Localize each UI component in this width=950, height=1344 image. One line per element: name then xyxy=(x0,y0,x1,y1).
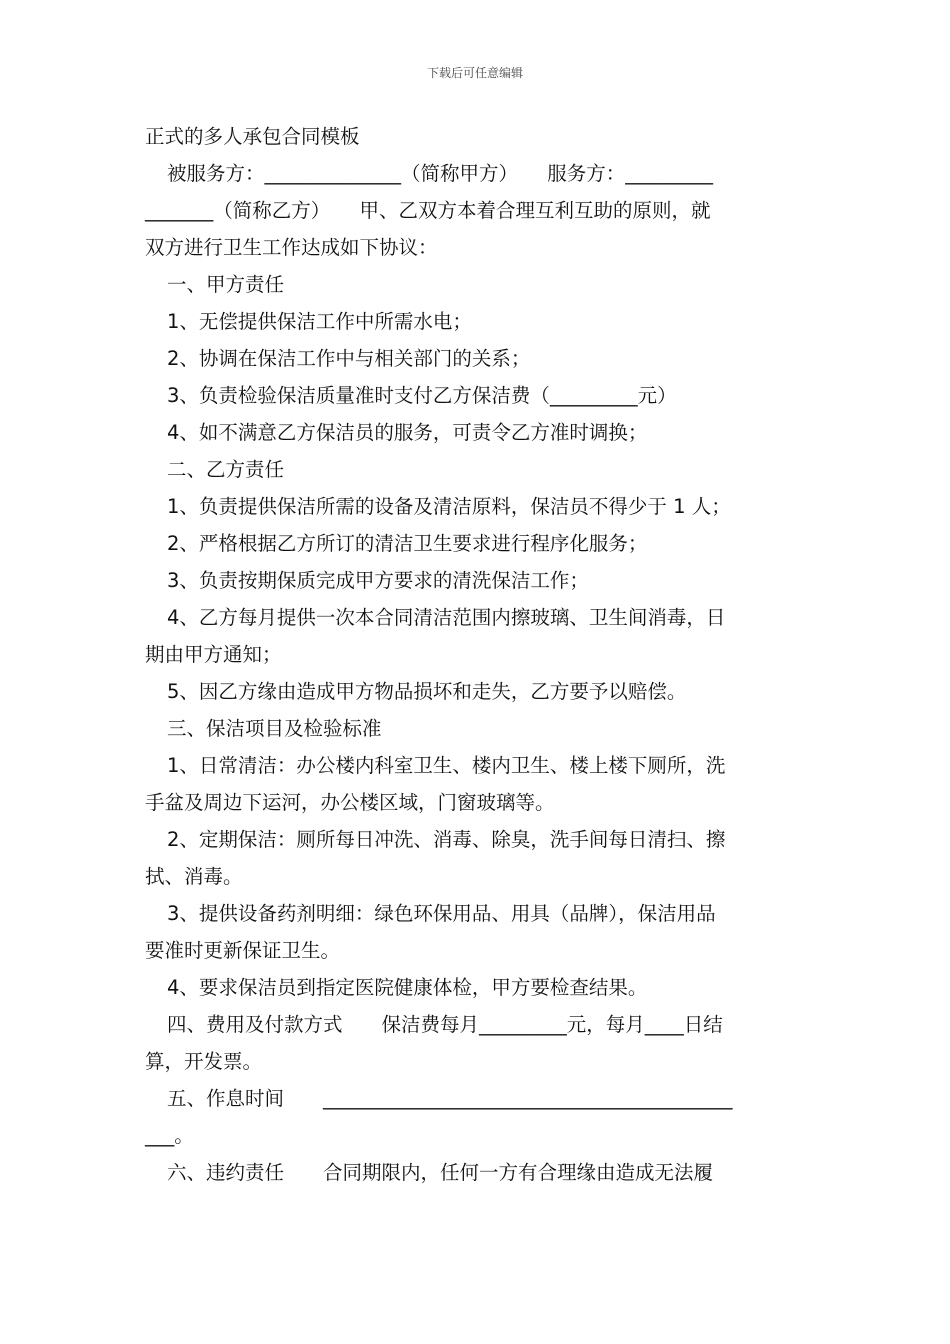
text-line: 双方进行卫生工作达成如下协议： xyxy=(145,236,438,259)
text-line: 被服务方：______________（简称甲方） 服务方：_________ xyxy=(167,162,714,185)
text-line: 要准时更新保证卫生。 xyxy=(145,939,341,962)
text-line: 一、甲方责任 xyxy=(167,273,285,296)
text-line: 六、违约责任 合同期限内，任何一方有合理缘由造成无法履 xyxy=(167,1161,714,1184)
text-line: 3、负责检验保洁质量准时支付乙方保洁费（_________元） xyxy=(167,384,677,407)
text-line: 二、乙方责任 xyxy=(167,458,285,481)
text-line: 五、作息时间 __________________________________________ xyxy=(167,1087,733,1110)
text-line: 4、如不满意乙方保洁员的服务，可责令乙方准时调换； xyxy=(167,421,648,444)
text-line: 1、负责提供保洁所需的设备及清洁原料，保洁员不得少于 1 人； xyxy=(167,495,731,518)
text-line: 2、定期保洁：厕所每日冲洗、消毒、除臭，洗手间每日清扫、擦 xyxy=(167,828,726,851)
text-line: _______（简称乙方） 甲、乙双方本着合理互利互助的原则，就 xyxy=(145,199,711,222)
text-line: 1、日常清洁：办公楼内科室卫生、楼内卫生、楼上楼下厕所，洗 xyxy=(167,754,726,777)
text-line: 四、费用及付款方式 保洁费每月_________元，每月____日结 xyxy=(167,1013,723,1036)
document-body xyxy=(145,118,807,1191)
text-line: 三、保洁项目及检验标准 xyxy=(167,717,382,740)
text-line: 4、乙方每月提供一次本合同清洁范围内擦玻璃、卫生间消毒，日 xyxy=(167,606,726,629)
text-line: 4、要求保洁员到指定医院健康体检，甲方要检查结果。 xyxy=(167,976,648,999)
text-line: 5、因乙方缘由造成甲方物品损坏和走失，乙方要予以赔偿。 xyxy=(167,680,687,703)
text-line: 1、无偿提供保洁工作中所需水电； xyxy=(167,310,472,333)
document-title: 正式的多人承包合同模板 xyxy=(145,125,360,148)
text-line: 算，开发票。 xyxy=(145,1050,263,1073)
text-line: 2、严格根据乙方所订的清洁卫生要求进行程序化服务； xyxy=(167,532,648,555)
text-line: 2、协调在保洁工作中与相关部门的关系； xyxy=(167,347,531,370)
text-line: 手盆及周边下运河，办公楼区域，门窗玻璃等。 xyxy=(145,791,555,814)
text-line: 3、提供设备药剂明细：绿色环保用品、用具（品牌），保洁用品 xyxy=(167,902,716,925)
text-line: 拭、消毒。 xyxy=(145,865,243,888)
text-line: ___。 xyxy=(145,1124,194,1147)
text-line: 期由甲方通知； xyxy=(145,643,282,666)
page-header: 下载后可任意编辑 xyxy=(426,66,523,80)
text-line: 3、负责按期保质完成甲方要求的清洗保洁工作； xyxy=(167,569,589,592)
